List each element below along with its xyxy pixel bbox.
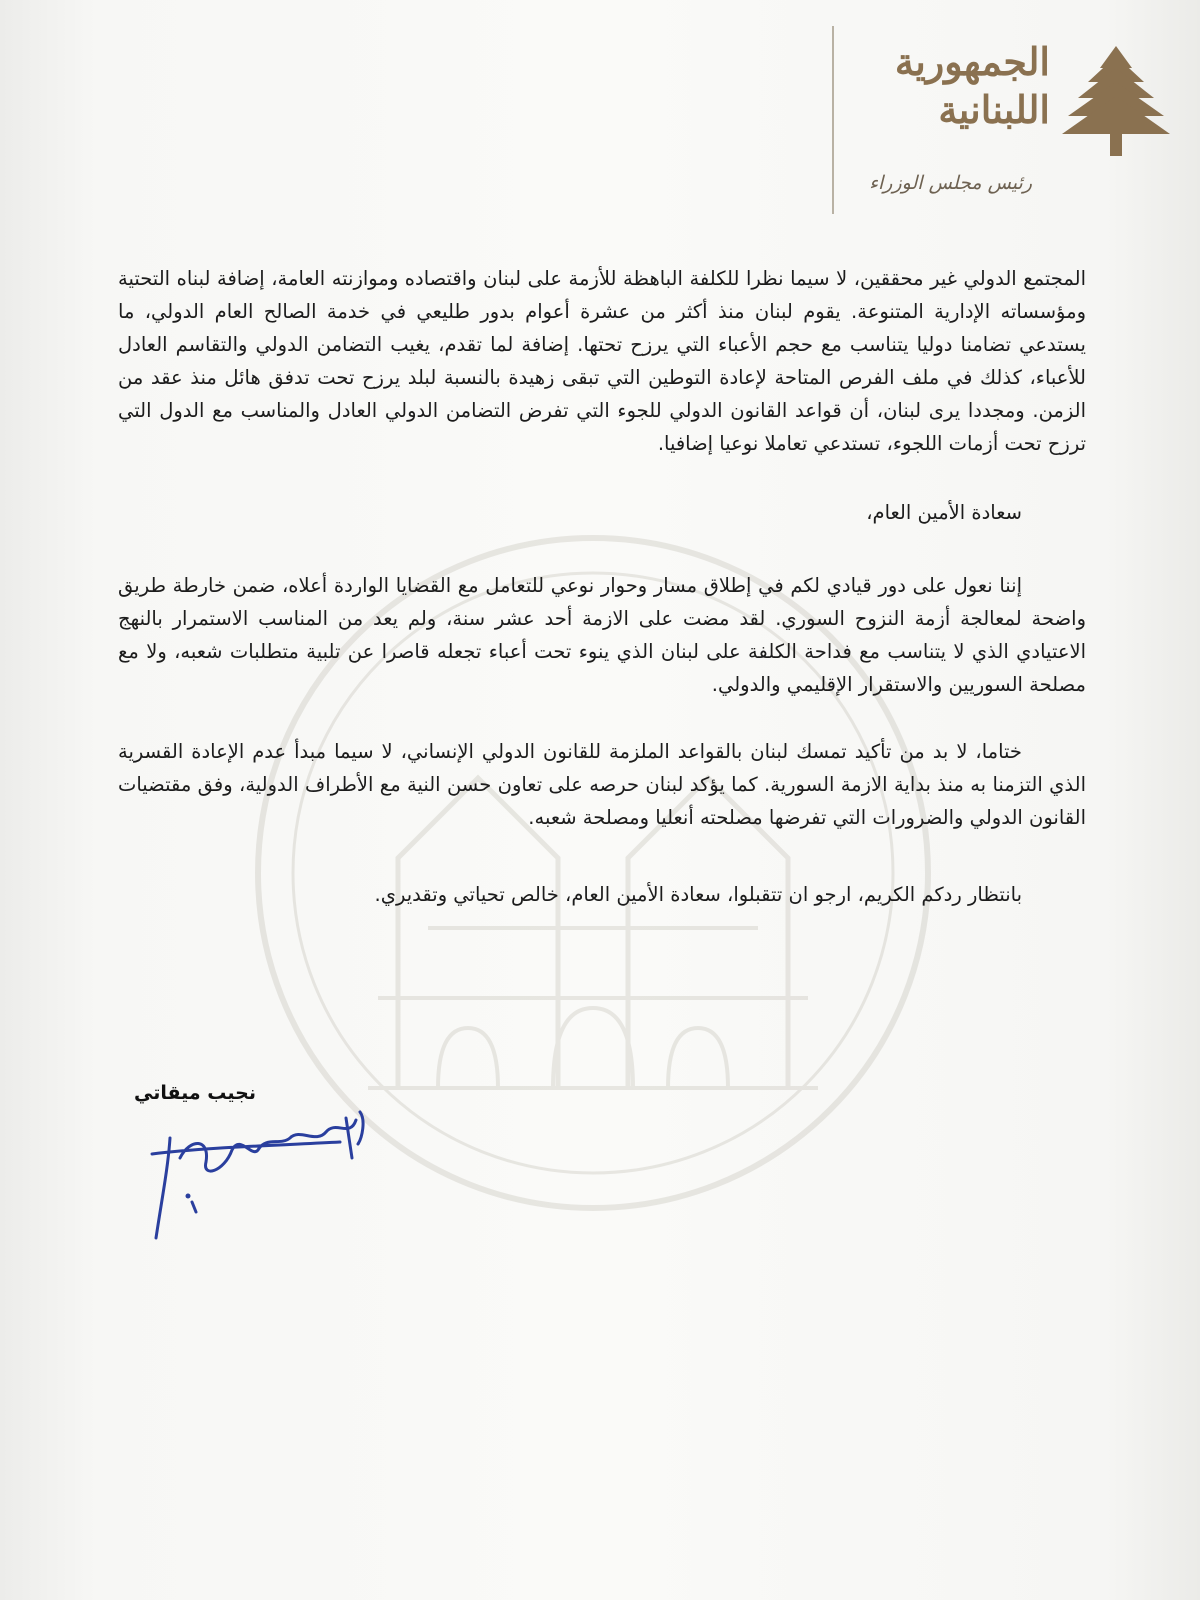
header-divider	[832, 26, 834, 214]
signer-name: نجيب ميقاتي	[134, 1082, 256, 1104]
handwritten-signature	[140, 1098, 380, 1248]
paragraph-1: المجتمع الدولي غير محققين، لا سيما نظرا للكلفة الباهظة للأزمة على لبنان واقتصاده وموازنته العامة، إضافة لبناه التحتية ومؤسساته الإدارية المتنوعة. يقوم لبنان منذ أكثر من عشرة أعوام بدور طليعي في خدمة الصالح العام الدولي، ما يستدعي تضامنا دوليا يتناسب مع حجم الأعباء التي يرزح تحتها. إضافة لما تقدم، يغيب التضامن الدولي والتقاسم العادل للأعباء، كذلك في ملف الفرص المتاحة لإعادة التوطين التي تبقى زهيدة بالنسبة لبلد يرزح تحت تدفق هائل منذ عقد من الزمن. ومجددا يرى لبنان، أن قواعد القانون الدولي للجوء التي تفرض التضامن الدولي العادل والمناسب مع الدول التي ترزح تحت أزمات اللجوء، تستدعي تعاملا نوعيا إضافيا.	[118, 267, 1086, 455]
cedar-icon	[1060, 42, 1172, 160]
paragraph-spacer	[118, 701, 1086, 735]
office-title: رئيس مجلس الوزراء	[869, 172, 1032, 194]
closing-line: بانتظار ردكم الكريم، ارجو ان تتقبلوا، سعادة الأمين العام، خالص تحياتي وتقديري.	[374, 883, 1022, 906]
emblem-line-1: الجمهورية	[894, 39, 1050, 84]
letterhead	[832, 20, 1172, 220]
emblem-line-2: اللبنانية	[938, 87, 1050, 132]
letter-body	[118, 262, 1086, 911]
greeting: سعادة الأمين العام،	[866, 501, 1022, 524]
republic-emblem-text	[870, 38, 1050, 134]
paragraph-2: إننا نعول على دور قيادي لكم في إطلاق مسار وحوار نوعي للتعامل مع القضايا الواردة أعلاه، ضمن خارطة طريق واضحة لمعالجة أزمة النزوح السوري. لقد مضت على الازمة أحد عشر سنة، ولم يعد من المناسب الاستمرار بالنهج الاعتيادي الذي لا يتناسب مع فداحة الكلفة على لبنان الذي ينوء تحت أعباء تجعله قاصرا عن تلبية متطلبات شعبه، ولا مع مصلحة السوريين والاستقرار الإقليمي والدولي.	[118, 574, 1086, 696]
paragraph-3: ختاما، لا بد من تأكيد تمسك لبنان بالقواعد الملزمة للقانون الدولي الإنساني، لا سيما مبدأ عدم الإعادة القسرية الذي التزمنا به منذ بداية الازمة السورية. كما يؤكد لبنان حرصه على تعاون حسن النية مع الأطراف الدولية، وفق مقتضيات القانون الدولي والضرورات التي تفرضها مصلحته أنعليا ومصلحة شعبه.	[118, 740, 1086, 829]
